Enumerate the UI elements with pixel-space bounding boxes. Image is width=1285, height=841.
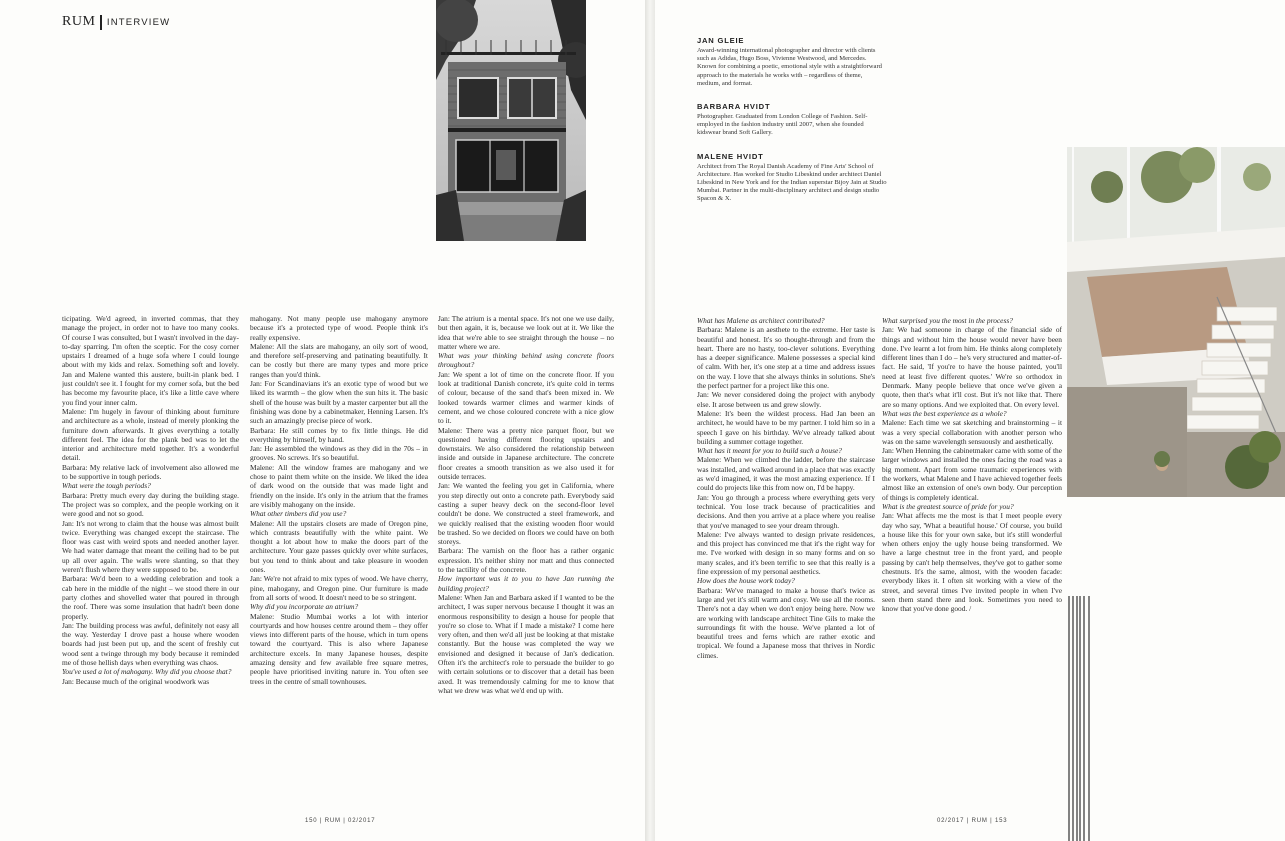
contributor-bios	[697, 36, 887, 218]
right-page	[655, 0, 1285, 841]
body-paragraph: ticipating. We'd agreed, in inverted commas, that they manage the project, in order not to have too many cooks. Of course I was consulted, but I wasn't involved in the day-to-day sparring. I'm often the sceptic. For the cosy corner upstairs I dreamed of a huge sofa where I could lounge about with my kids and relax. Something soft and lovely. Jan and Malene wanted this austere, built-in plank bed. I just couldn't see it. I fought for my corner sofa, but the bed has become my favourite place, it's like a little cave where you find your inner calm.	[62, 314, 239, 407]
interior-staircase-illustration	[1067, 147, 1285, 497]
right-column-2	[882, 316, 1062, 806]
body-paragraph: Jan: For Scandinavians it's an exotic type of wood but we liked its warmth – the glow when the sun hits it. The basic shell of the house was built by a master carpenter but all the finishing was done by a cabinetmaker, Henning Larsen. It's such an amazingly precise piece of work.	[250, 379, 428, 426]
body-paragraph: Malene: All the slats are mahogany, an oily sort of wood, and therefore self-preserving and patinating beautifully. It can be costly but there are many types and more price ranges than you'd think.	[250, 341, 428, 379]
body-paragraph: Jan: What affects me the most is that I meet people every day who say, 'What a beautiful house.' Of course, you build a house like this for your own sake, but it's still wonderful when others enjoy the ugly house being transformed. We have a large chestnut tree in the front yard, and people passing by can't help themselves, they've got to gather some chestnuts. It's the same, almost, with the wooden facade: everybody likes it. I often sit working with a view of the street, and several times I've invited people in when I've seen them stand there and look. Sometimes you need to know that you've done good. /	[882, 511, 1062, 614]
house-exterior-illustration	[436, 0, 586, 241]
interview-question: What was the best experience as a whole?	[882, 408, 1007, 418]
body-paragraph: Jan: We never considered doing the project with anybody else. It arose between us and grew slowly.	[697, 390, 875, 409]
body-paragraph: Jan: We had someone in charge of the financial side of things and without him the house would never have been done. I've learnt a lot from him. He thinks along completely different lines than I do – he's very structured and matter-of-fact. He said, 'If you're to have the house painted, you'll need at least five different quotes.' We're so orthodox in Denmark. Many people believe that once we've given a quote, then that's what it'll cost. But it's not like that. There are so many options. And we exploited that. On every level.	[882, 325, 1062, 409]
spine-gutter	[645, 0, 655, 841]
body-paragraph: Barbara: We'd been to a wedding celebration and took a cab here in the middle of the night – we stood there in our party clothes and shovelled water that poured in through the roof. There was some insulation that hadn't been done properly.	[62, 574, 239, 621]
interview-question: How important was it to you to have Jan running the building project?	[438, 574, 614, 593]
interview-question: You've used a lot of mahogany. Why did you choose that?	[62, 667, 232, 677]
body-paragraph: Barbara: The varnish on the floor has a rather organic expression. It's neither shiny nor matt and thus connected to the tactility of the concrete.	[438, 546, 614, 575]
left-column-2	[250, 314, 428, 806]
body-paragraph: Malene: There was a pretty nice parquet floor, but we questioned having different flooring upstairs and downstairs. We also considered the relationship between inside and outside in Japanese architecture. The concrete floor creates a smooth transition as we also used it for outside terraces.	[438, 425, 614, 482]
body-paragraph: Malene: When Jan and Barbara asked if I wanted to be the architect, I was super nervous because I thought it was an enormous responsibility to design a house for people that you're so close to. What if I made a mistake? I come here very often, and then we'd all just be looking at that mistake constantly. But the house was completed the way we envisioned and designed it because of Jan's dedication. Often it's the architect's role to persuade the builder to go with certain solutions or to discover that a detail has been axed. It was tremendously calming for me to know that what we drew was what we'd end up with.	[438, 592, 614, 695]
body-paragraph: Jan: Because much of the original woodwork was	[62, 676, 210, 686]
left-column-1	[62, 314, 239, 806]
interview-question: What were the tough periods?	[62, 481, 151, 491]
house-exterior-photo	[436, 0, 586, 241]
body-paragraph: Jan: He assembled the windows as they did in the 70s – in grooves. No screws. It's so beautiful.	[250, 444, 428, 463]
bio-text: Photographer. Graduated from London College of Fashion. Self-employed in the fashion industry until 2007, when she founded kidswear brand Soft Gallery.	[697, 113, 868, 137]
body-paragraph: Malene: Each time we sat sketching and brainstorming – it was a very special collaboration with another person who was on the same wavelength sensuously and aesthetically.	[882, 418, 1062, 446]
body-paragraph: Jan: It's not wrong to claim that the house was almost built twice. Everything was changed except the staircase. The floor was cast with weird spots and needed another layer. We had water damage that meant the ceiling had to be put up all over again. The walls were slanting, so that they weren't flush where they were supposed to be.	[62, 518, 239, 575]
interview-question: How does the house work today?	[697, 576, 795, 586]
bio-text: Architect from The Royal Danish Academy of Fine Arts' School of Architecture. Has worked for Studio Libeskind under architect Daniel Libeskind in New York and for the Indian superstar Bijoy Jain at Studio Mumbai. Partner in the multi-disciplinary architect and design studio Spacon & X.	[697, 162, 887, 203]
right-column-1	[697, 316, 875, 806]
body-paragraph: mahogany. Not many people use mahogany anymore because it's a protected type of wood. People think it's really expensive.	[250, 314, 428, 342]
section-label: INTERVIEW	[106, 16, 171, 28]
interview-question: What was your thinking behind using concrete floors throughout?	[438, 351, 614, 370]
body-paragraph: Malene: I'm hugely in favour of thinking about furniture and architecture as a whole, instead of merely plonking the furniture down afterwards. It gives everything a totally different feel. The idea for the plank bed was to let the interior and architecture meld together. It's a wonderful detail.	[62, 406, 239, 463]
body-paragraph: Jan: We spent a lot of time on the concrete floor. If you look at traditional Danish concrete, it's quite cold in terms of colour, because of the sand that's been mixed in. We looked towards warmer climes and warmer kinds of cement, and we chose coloured concrete with a nice glow to it.	[438, 369, 614, 426]
body-paragraph: Malene: All the upstairs closets are made of Oregon pine, which contrasts beautifully with the white paint. We thought a lot about how to make the doors part of the architecture. Your gaze passes quickly over white surfaces, but you tend to think about and take pleasure in wooden ones.	[250, 518, 428, 575]
bio-name: BARBARA HVIDT	[697, 102, 771, 112]
body-paragraph: Malene: I've always wanted to design private residences, and this project has convinced me that it's the right way for me. I've worked with design in so many forms and on so many scales, and it's been terrific to see that this really is a fine expression of my personal aesthetics.	[697, 529, 875, 577]
interview-question: What has it meant for you to build such a house?	[697, 446, 842, 456]
running-header	[62, 14, 170, 30]
body-paragraph: Jan: We wanted the feeling you get in California, where you step directly out onto a concrete path. Everybody said casting a super heavy deck on the second-floor level couldn't be done. We constructed a steel framework, and we quickly realised that the existing wooden floor would be trashed. So we decided on floors we could have on both storeys.	[438, 481, 614, 547]
body-paragraph: Barbara: Malene is an aesthete to the extreme. Her taste is beautiful and honest. It's so thought-through and from the heart. There are no hasty, too-clever solutions. Everything has a deeper significance. Malene possesses a special kind of calm. With her, it's one step at a time and address issues on the way. I love that she always thinks in solutions. She's the perfect partner for a project like this one.	[697, 325, 875, 391]
body-paragraph: Barbara: We've managed to make a house that's twice as large and yet it's still warm and cosy. We use all the rooms. There's not a day when we don't enjoy being here. Now we are working with landscape architect Tine Gils to make the surroundings fit with the house. We've planted a lot of beautiful trees and ferns which are rather exotic and tropical. We found a Japanese moss that thrives in Nordic climes.	[697, 585, 875, 660]
body-paragraph: Barbara: My relative lack of involvement also allowed me to be supportive in tough periods.	[62, 462, 239, 482]
interior-staircase-photo	[1067, 147, 1285, 497]
body-paragraph: Malene: Studio Mumbai works a lot with interior courtyards and how houses centre around them – they offer views into different parts of the house, which in turn opens toward the courtyard. This is also where Japanese architecture excels. In many Japanese houses, despite amazing density and few available free square metres, people have prioritised inviting nature in. You often see trees in the centre of small townhouses.	[250, 611, 428, 686]
body-paragraph: Jan: The atrium is a mental space. It's not one we use daily, but then again, it is, because we look out at it. We like the idea that we're able to see straight through the house – no matter where we are.	[438, 314, 614, 351]
body-paragraph: Jan: You go through a process where everything gets very technical. You lose track because of practicalities and decisions. And then you arrive at a place where you realise that you've managed to see your dream through.	[697, 492, 875, 530]
bio-item	[697, 36, 887, 88]
header-divider	[100, 15, 102, 30]
bio-item	[697, 102, 887, 138]
body-paragraph: Barbara: Pretty much every day during the building stage. The project was so complex, and the people working on it were good and not so good.	[62, 490, 239, 519]
bio-name: JAN GLEIE	[697, 36, 745, 45]
bio-item	[697, 152, 887, 204]
body-paragraph: Malene: It's been the wildest process. Had Jan been an architect, he would have to be my partner. I told him so in a speech I gave on his birthday. We've already talked about building a summer cottage together.	[697, 408, 875, 446]
body-paragraph: Jan: We're not afraid to mix types of wood. We have cherry, pine, mahogany, and Oregon pine. Our furniture is made from all sorts of wood. It doesn't need to be so stringent.	[250, 574, 428, 602]
body-paragraph: Malene: All the window frames are mahogany and we chose to paint them white on the inside. We liked the idea of dark wood on the outside that was made light and friendly on the inside. It's only in the atrium that the frames are visibly mahogany on the inside.	[250, 462, 428, 509]
interview-question: What has Malene as architect contributed?	[697, 316, 825, 325]
body-paragraph: Malene: When we climbed the ladder, before the staircase was installed, and walked around in a place that was exactly as we'd imagined, it was the most amazing experience. If I could do projects like this from now on, I'd be happy.	[697, 455, 875, 493]
body-paragraph: Jan: When Henning the cabinetmaker came with some of the larger windows and installed the ones facing the road was a big moment. Apart from some traumatic experiences with the workers, what Malene and I have achieved together feels almost like an extension of one's own body. Our perception of things is completely identical.	[882, 446, 1062, 502]
bio-name: MALENE HVIDT	[697, 151, 764, 161]
left-page-number: 150 | RUM | 02/2017	[305, 818, 376, 824]
body-paragraph: Jan: The building process was awful, definitely not easy all the way. Yesterday I drove past a house where wooden boards had just been put up, and the scent of freshly cut wood sent a twinge through my body because it reminded me of those hellish days when everything was chaos.	[62, 620, 239, 667]
body-paragraph: Barbara: He still comes by to fix little things. He did everything by himself, by hand.	[250, 425, 428, 444]
interview-question: What other timbers did you use?	[250, 509, 347, 519]
magazine-brand: RUM	[62, 14, 96, 29]
bio-text: Award-winning international photographer and director with clients such as Adidas, Hugo Boss, Vivienne Westwood, and Mercedes. Known for combining a poetic, emotional style with a straightforward approach to the materials he works with – regardless of theme, medium, and format.	[697, 47, 882, 87]
interview-question: What is the greatest source of pride for you?	[882, 501, 1014, 511]
left-column-3	[438, 314, 614, 806]
right-page-number: 02/2017 | RUM | 153	[937, 818, 1008, 824]
decorative-vertical-lines	[1067, 596, 1097, 841]
interview-question: Why did you incorporate an atrium?	[250, 602, 359, 612]
interview-question: What surprised you the most in the process?	[882, 316, 1013, 325]
